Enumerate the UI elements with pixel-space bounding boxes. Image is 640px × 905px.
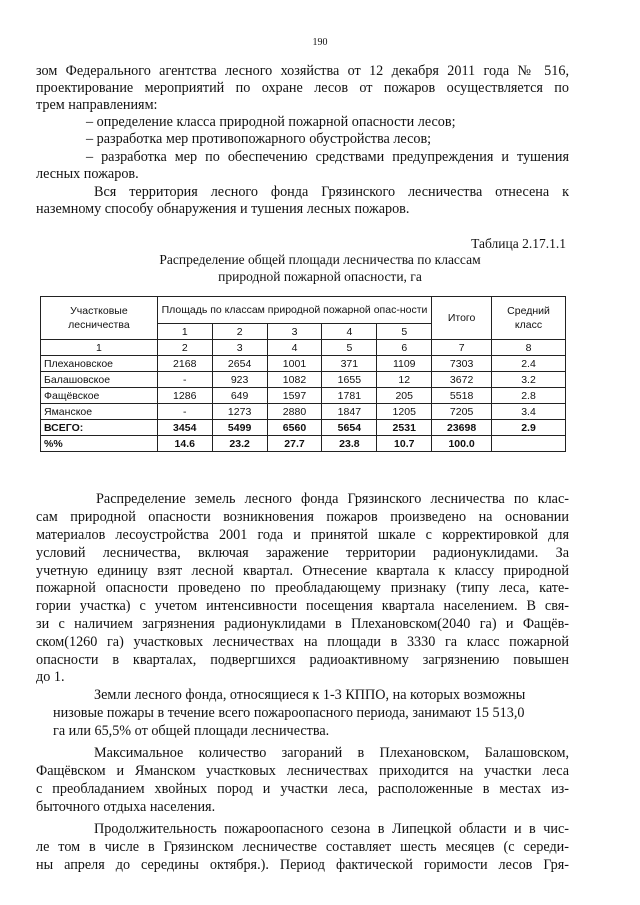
cell: 2654 xyxy=(212,356,267,372)
cell: 2168 xyxy=(157,356,212,372)
cell: 5499 xyxy=(212,420,267,436)
cell: 1597 xyxy=(267,388,322,404)
header-class-4: 4 xyxy=(322,324,377,340)
cell: 1286 xyxy=(157,388,212,404)
cell: 23698 xyxy=(432,420,492,436)
cell: 1 xyxy=(41,340,158,356)
cell: 7303 xyxy=(432,356,492,372)
cell: 2 xyxy=(157,340,212,356)
text-line: Продолжительность пожароопасного сезона в Липецкой области и в чис- xyxy=(94,821,569,837)
text-line: до 1. xyxy=(36,669,65,685)
cell: Балашовское xyxy=(41,372,158,388)
cell: 1655 xyxy=(322,372,377,388)
text-line: Земли лесного фонда, относящиеся к 1-3 КППО, на которых возможны xyxy=(94,687,526,703)
cell: ВСЕГО: xyxy=(41,420,158,436)
text-line: быточного отдыха населения. xyxy=(36,799,216,815)
text-line: сам природной опасности возникновения пожаров произведено на основании xyxy=(36,509,569,525)
header-total: Итого xyxy=(432,297,492,340)
cell: 23.8 xyxy=(322,436,377,452)
cell: Фащёвское xyxy=(41,388,158,404)
cell: 8 xyxy=(492,340,566,356)
header-area-by-class: Площадь по классам природной пожарной опас-ности xyxy=(157,297,431,324)
text-line: наземному способу обнаружения и тушения лесных пожаров. xyxy=(36,201,410,217)
text-line: материалов лесоустройства 2001 года и принятой шкале с корректировкой для xyxy=(36,527,569,543)
text-line: проектирование мероприятий по охране лесов от пожаров осуществляется по xyxy=(36,80,569,96)
cell: 14.6 xyxy=(157,436,212,452)
cell: 5654 xyxy=(322,420,377,436)
cell: 2880 xyxy=(267,404,322,420)
text-line: Фащёвском и Яманском участковых лесничествах приходится на участки леса xyxy=(36,763,569,779)
cell: 1273 xyxy=(212,404,267,420)
list-item-line: – разработка мер по обеспечению средствами предупреждения и тушения xyxy=(86,149,569,165)
text-line: Максимальное количество загораний в Плехановском, Балашовском, xyxy=(94,745,569,761)
cell: 371 xyxy=(322,356,377,372)
percent-row xyxy=(41,436,566,452)
cell: %% xyxy=(41,436,158,452)
text-line: зи с наличием загрязнения радионуклидами в Плехановском(2040 га) и Фащёв- xyxy=(36,616,569,632)
cell: 923 xyxy=(212,372,267,388)
cell: 1205 xyxy=(377,404,432,420)
cell: 1082 xyxy=(267,372,322,388)
text-line: низовые пожары в течение всего пожароопасного периода, занимают 15 513,0 xyxy=(53,705,525,721)
cell: 2.9 xyxy=(492,420,566,436)
cell: 3.4 xyxy=(492,404,566,420)
table-caption-line-2: природной пожарной опасности, га xyxy=(218,269,422,284)
cell: 205 xyxy=(377,388,432,404)
table-label: Таблица 2.17.1.1 xyxy=(471,236,566,251)
table-caption-line-1: Распределение общей площади лесничества по классам xyxy=(159,252,481,267)
text-line: га или 65,5% от общей площади лесничества. xyxy=(53,723,330,739)
cell: 2.4 xyxy=(492,356,566,372)
cell: 7 xyxy=(432,340,492,356)
table-row xyxy=(41,372,566,388)
header-mean-class: Средний класс xyxy=(492,297,566,340)
text-line: ском(1260 га) участковых лесничествах на площади в 3330 га класс пожарной xyxy=(36,634,569,650)
text-line: опасности в кварталах, подвергшихся радиоактивному загрязнению повышен xyxy=(36,652,569,668)
header-class-5: 5 xyxy=(377,324,432,340)
cell: - xyxy=(157,372,212,388)
table-row xyxy=(41,388,566,404)
cell: 27.7 xyxy=(267,436,322,452)
text-line: гории участка) с учетом интенсивности посещения квартала населением. В свя- xyxy=(36,598,569,614)
header-forestry: Участковые лесничества xyxy=(41,297,158,340)
text-line: ле том в числе в Грязинском лесничестве составляет шесть месяцев (с середи- xyxy=(36,839,569,855)
list-item-line: – определение класса природной пожарной опасности лесов; xyxy=(86,114,456,130)
cell: - xyxy=(157,404,212,420)
cell: 2531 xyxy=(377,420,432,436)
cell: 100.0 xyxy=(432,436,492,452)
cell: 5 xyxy=(322,340,377,356)
text-line: условий лесничества, включая заражение территории радионуклидами. За xyxy=(36,545,569,561)
total-row xyxy=(41,420,566,436)
cell: 5518 xyxy=(432,388,492,404)
cell: Яманское xyxy=(41,404,158,420)
cell: 1109 xyxy=(377,356,432,372)
list-item-line: – разработка мер противопожарного обустройства лесов; xyxy=(86,131,432,147)
text-line: Распределение земель лесного фонда Грязинского лесничества по клас- xyxy=(96,491,569,507)
fire-danger-table xyxy=(40,296,566,452)
table-row xyxy=(41,404,566,420)
cell: 6 xyxy=(377,340,432,356)
text-line: пожарной опасности проведено по преобладающему признаку (типу леса, кате- xyxy=(36,580,569,596)
cell: 649 xyxy=(212,388,267,404)
cell: 10.7 xyxy=(377,436,432,452)
cell: 3 xyxy=(212,340,267,356)
cell: 12 xyxy=(377,372,432,388)
cell: 4 xyxy=(267,340,322,356)
cell: 3.2 xyxy=(492,372,566,388)
cell: 2.8 xyxy=(492,388,566,404)
table-row xyxy=(41,356,566,372)
cell: 1001 xyxy=(267,356,322,372)
text-line: ны апреля до середины октября.). Период фактической горимости лесов Гря- xyxy=(36,857,569,873)
text-line: лесных пожаров. xyxy=(36,166,139,182)
cell: 6560 xyxy=(267,420,322,436)
cell xyxy=(492,436,566,452)
cell: Плехановское xyxy=(41,356,158,372)
header-class-3: 3 xyxy=(267,324,322,340)
cell: 1847 xyxy=(322,404,377,420)
cell: 1781 xyxy=(322,388,377,404)
cell: 3454 xyxy=(157,420,212,436)
column-numbers-row xyxy=(41,340,566,356)
text-line: трем направлениям: xyxy=(36,97,158,113)
text-line: Вся территория лесного фонда Грязинского лесничества отнесена к xyxy=(94,184,569,200)
header-class-2: 2 xyxy=(212,324,267,340)
text-line: с преобладанием хвойных пород и участки леса, расположенные в местах из- xyxy=(36,781,569,797)
header-class-1: 1 xyxy=(157,324,212,340)
page-number: 190 xyxy=(312,37,328,48)
text-line: учетную единицу взят лесной квартал. Отнесение квартала к классу природной xyxy=(36,563,569,579)
cell: 23.2 xyxy=(212,436,267,452)
cell: 7205 xyxy=(432,404,492,420)
text-line: зом Федерального агентства лесного хозяйства от 12 декабря 2011 года № 516, xyxy=(36,63,569,79)
cell: 3672 xyxy=(432,372,492,388)
